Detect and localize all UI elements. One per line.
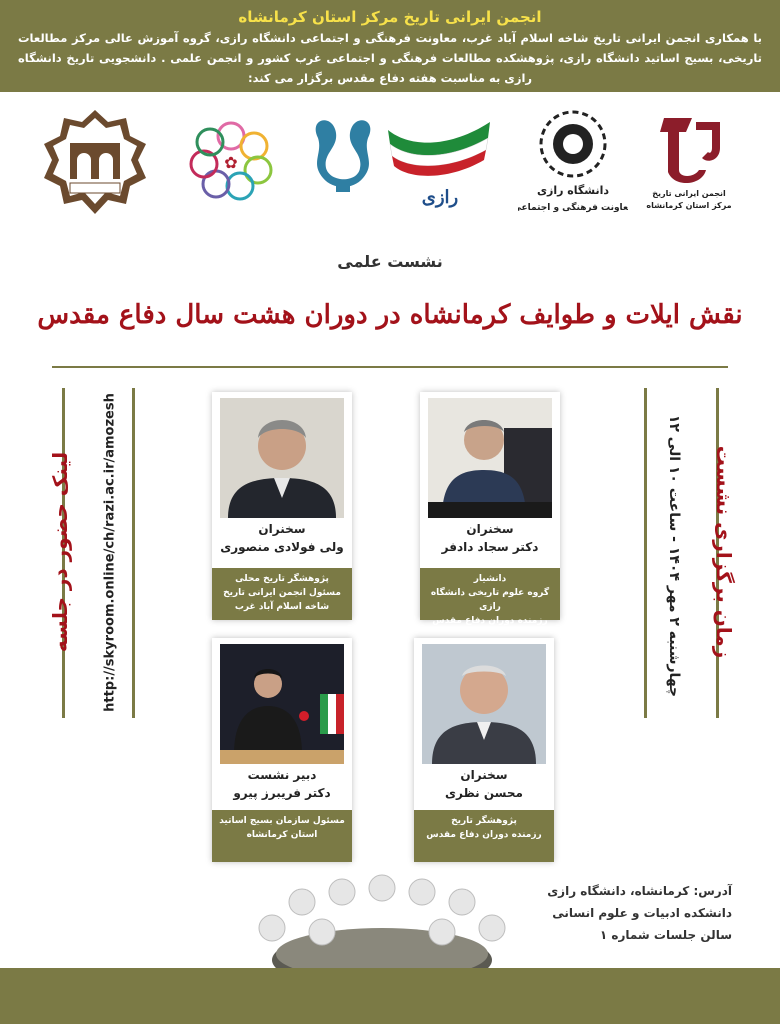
basij-professors-logo (380, 108, 500, 218)
speaker-name-block (212, 520, 352, 556)
speaker-photo (220, 398, 344, 518)
speaker-name: دکتر سجاد دادفر (441, 540, 539, 554)
svg-text:رازی: رازی (421, 187, 459, 208)
speaker-info-line: پژوهشگر تاریخ محلی (235, 574, 329, 584)
student-association-logo (40, 108, 150, 218)
speaker-info-line: گروه علوم تاریخی دانشگاه رازی (430, 588, 550, 612)
speaker-photo (422, 644, 546, 764)
moderator-name: دکتر فریبرز پیرو (233, 786, 331, 800)
header-title: انجمن ایرانی تاریخ مرکز استان کرمانشاه (238, 8, 542, 26)
header-banner (0, 0, 780, 92)
moderator-info-line: استان کرمانشاه (246, 830, 318, 840)
event-title: نقش ایلات و طوایف کرمانشاه در دوران هشت سال دفاع مقدس (37, 300, 743, 330)
speaker-info-line: مسئول انجمن ایرانی تاریخ (223, 588, 341, 598)
svg-text:✿: ✿ (224, 153, 238, 172)
speaker-name-block (414, 766, 554, 802)
link-heading: لینک حضور در جلسه (48, 451, 72, 653)
moderator-name-block (212, 766, 352, 802)
speaker-photo (428, 398, 552, 518)
speaker-role: سخنران (466, 522, 514, 536)
svg-text:مرکز استان کرمانشاه: مرکز استان کرمانشاه (646, 201, 732, 210)
speaker-info (212, 568, 352, 620)
speaker-card (414, 638, 554, 862)
right-divider (644, 388, 647, 718)
speaker-role: سخنران (258, 522, 306, 536)
speaker-name: محسن نظری (445, 786, 523, 800)
event-subtitle: نشست علمی (337, 252, 443, 271)
speaker-info (414, 810, 554, 862)
address-line: دانشکده ادبیات و علوم انسانی (552, 906, 732, 920)
speaker-info-line: رزمنده دوران دفاع مقدس (432, 616, 548, 626)
speaker-name: ولی فولادی منصوری (220, 540, 344, 554)
moderator-info (212, 810, 352, 862)
iranian-history-association-logo (634, 108, 744, 218)
session-link[interactable]: http://skyroom.online/ch/razi.ac.ir/amozesh (102, 393, 118, 712)
address-line: سالن جلسات شماره ۱ (599, 928, 732, 942)
razi-cultural-logo (518, 108, 628, 218)
speaker-info-line: شاخه اسلام آباد غرب (234, 602, 330, 612)
header-description: با همکاری انجمن ایرانی تاریخ شاخه اسلام آباد غرب، معاونت فرهنگی و اجتماعی دانشگاه رازی، گروه آموزش عالی مرکز مطالعات تاریخی، بسیج اساتید دانشگاه رازی، پژوهشکده مطالعات فرهنگی و اجتماعی غرب کشور و انجمن علمی . دانشجویی تاریخ دانشگاه رازی به مناسبت هفته دفاع مقدس برگزار می کند: (18, 31, 762, 85)
title-divider (52, 366, 728, 368)
speaker-role: سخنران (460, 768, 508, 782)
moderator-info-line: مسئول سازمان بسیج اساتید (219, 816, 345, 826)
moderator-photo (220, 644, 344, 764)
speaker-name-block (420, 520, 560, 556)
culture-center-logo (176, 108, 286, 218)
speaker-info-line: رزمنده دوران دفاع مقدس (426, 830, 542, 840)
moderator-card (212, 638, 352, 862)
schedule-datetime: چهارشنبه ۲ مهر ۱۴۰۴ - ساعت ۱۰ الی ۱۲ (666, 414, 682, 698)
address-block (512, 880, 732, 946)
svg-text:انجمن ایرانی تاریخ: انجمن ایرانی تاریخ (652, 189, 726, 198)
speaker-info-line: دانشیار (473, 574, 507, 584)
footer-band (0, 968, 780, 1024)
address-line: آدرس: کرمانشاه، دانشگاه رازی (547, 884, 732, 898)
svg-text:دانشگاه رازی: دانشگاه رازی (536, 184, 610, 197)
logos-row (40, 108, 740, 228)
schedule-heading: زمان برگزاری نشست (712, 445, 736, 659)
speaker-info (420, 568, 560, 626)
left-divider-2 (132, 388, 135, 718)
speaker-info-line: پژوهشگر تاریخ (451, 816, 517, 826)
speaker-card (212, 392, 352, 620)
speaker-card (420, 392, 560, 626)
svg-text:معاونت فرهنگی و اجتماعی: معاونت فرهنگی و اجتماعی (518, 203, 628, 213)
moderator-role: دبیر نشست (247, 768, 317, 782)
